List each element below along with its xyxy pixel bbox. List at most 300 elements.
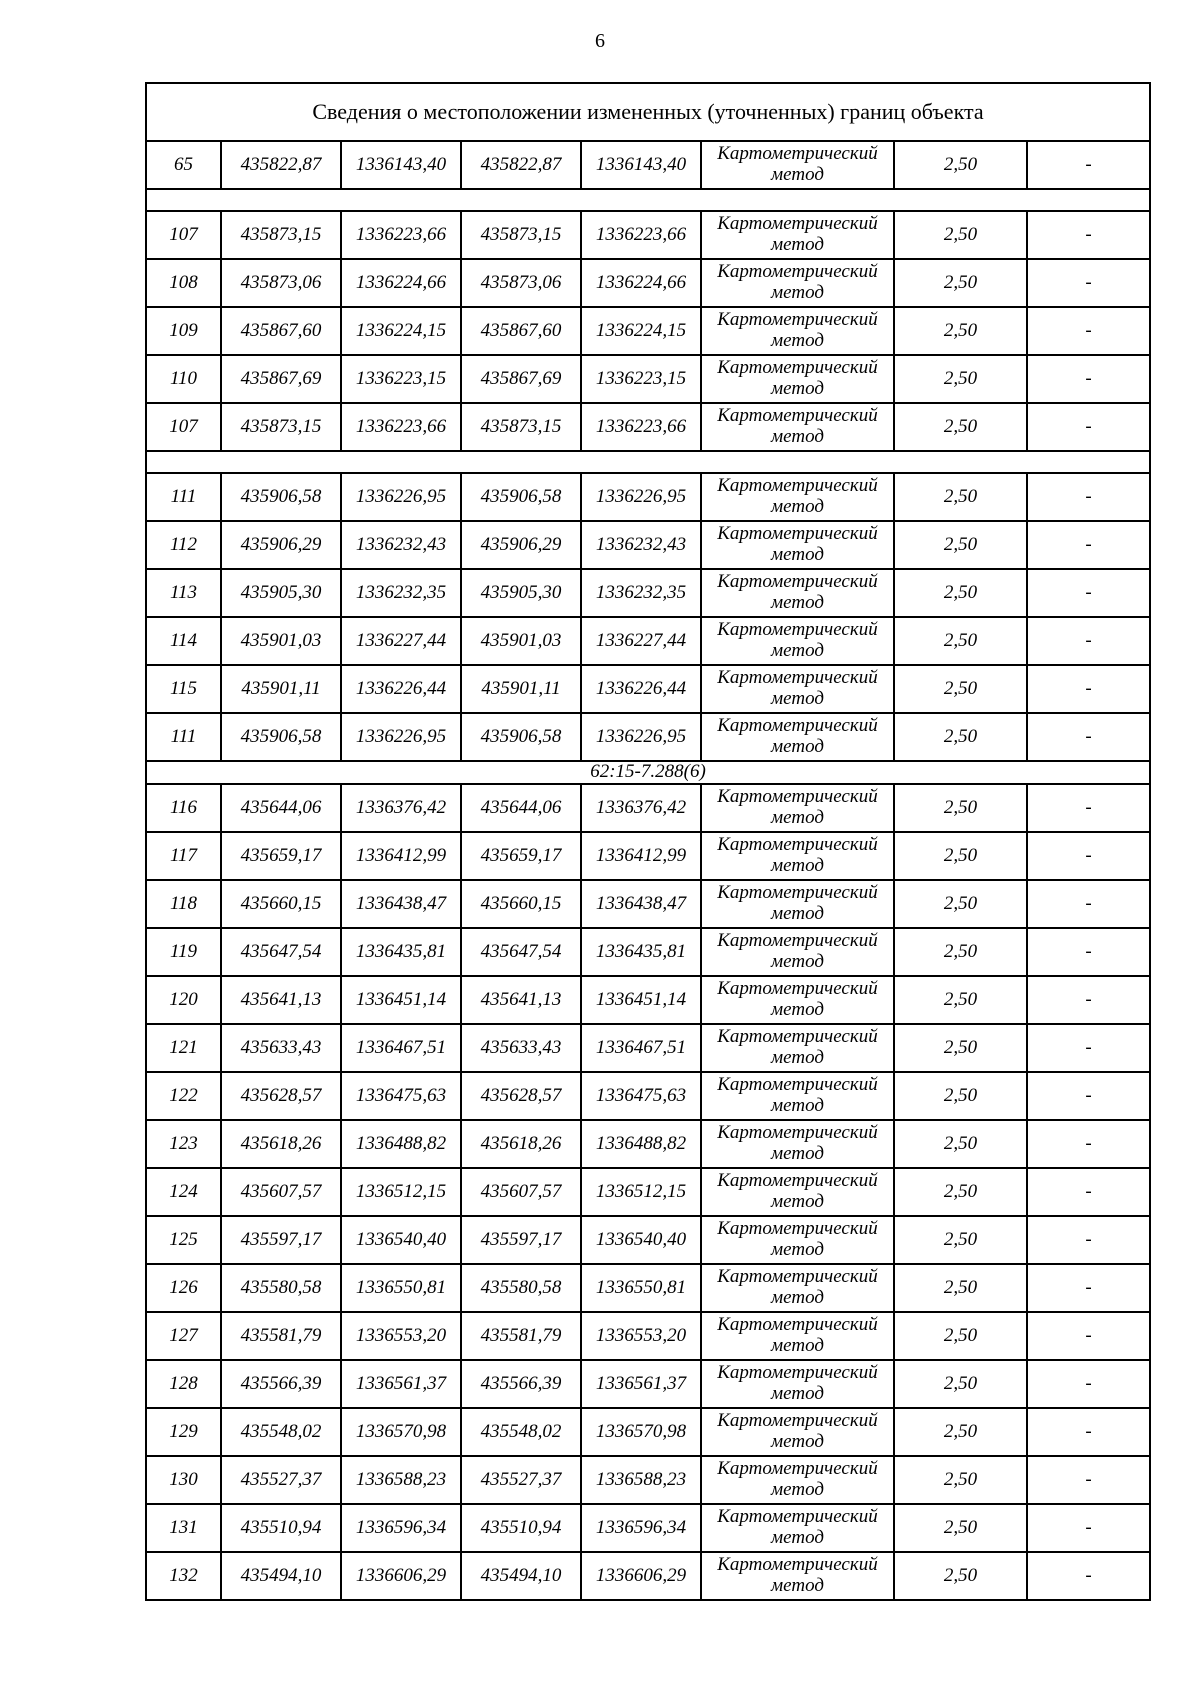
method-line2: метод	[771, 378, 824, 399]
table-title: Сведения о местоположении измененных (уточненных) границ объекта	[146, 83, 1150, 141]
table-row	[146, 1120, 1150, 1168]
accuracy-cell: 2,50	[894, 1072, 1027, 1120]
description-cell: -	[1027, 141, 1150, 189]
existing-y-cell: 1336451,14	[341, 976, 461, 1024]
new-y-cell: 1336226,95	[581, 473, 701, 521]
accuracy-cell: 2,50	[894, 1360, 1027, 1408]
method-line2: метод	[771, 688, 824, 709]
existing-x-cell: 435566,39	[221, 1360, 341, 1408]
table-row	[146, 403, 1150, 451]
table-row	[146, 355, 1150, 403]
table-row	[146, 1552, 1150, 1600]
method-line1: Картометрический	[717, 213, 878, 235]
existing-x-cell: 435867,69	[221, 355, 341, 403]
method-line2: метод	[771, 1095, 824, 1116]
point-number-cell: 110	[146, 355, 221, 403]
accuracy-cell: 2,50	[894, 1120, 1027, 1168]
existing-x-cell: 435580,58	[221, 1264, 341, 1312]
method-line1: Картометрический	[717, 143, 878, 165]
method-line1: Картометрический	[717, 1170, 878, 1192]
method-cell	[701, 784, 894, 832]
new-x-cell: 435566,39	[461, 1360, 581, 1408]
method-cell	[701, 976, 894, 1024]
method-line1: Картометрический	[717, 523, 878, 545]
existing-x-cell: 435906,58	[221, 473, 341, 521]
existing-y-cell: 1336588,23	[341, 1456, 461, 1504]
existing-y-cell: 1336224,66	[341, 259, 461, 307]
accuracy-cell: 2,50	[894, 880, 1027, 928]
description-cell: -	[1027, 617, 1150, 665]
method-line2: метод	[771, 164, 824, 185]
method-cell	[701, 713, 894, 761]
point-number-cell: 115	[146, 665, 221, 713]
new-x-cell: 435906,29	[461, 521, 581, 569]
existing-x-cell: 435548,02	[221, 1408, 341, 1456]
point-number-cell: 109	[146, 307, 221, 355]
existing-x-cell: 435510,94	[221, 1504, 341, 1552]
method-cell	[701, 1504, 894, 1552]
method-cell	[701, 1120, 894, 1168]
method-line2: метод	[771, 1287, 824, 1308]
accuracy-cell: 2,50	[894, 307, 1027, 355]
point-number-cell: 129	[146, 1408, 221, 1456]
existing-y-cell: 1336550,81	[341, 1264, 461, 1312]
method-cell	[701, 473, 894, 521]
section-separator	[146, 189, 1150, 211]
accuracy-cell: 2,50	[894, 1408, 1027, 1456]
method-line1: Картометрический	[717, 882, 878, 904]
table-row	[146, 1360, 1150, 1408]
point-number-cell: 131	[146, 1504, 221, 1552]
existing-y-cell: 1336540,40	[341, 1216, 461, 1264]
new-y-cell: 1336376,42	[581, 784, 701, 832]
method-line1: Картометрический	[717, 1122, 878, 1144]
new-y-cell: 1336512,15	[581, 1168, 701, 1216]
accuracy-cell: 2,50	[894, 141, 1027, 189]
table-row	[146, 141, 1150, 189]
existing-x-cell: 435873,06	[221, 259, 341, 307]
existing-y-cell: 1336435,81	[341, 928, 461, 976]
method-line1: Картометрический	[717, 1506, 878, 1528]
point-number-cell: 128	[146, 1360, 221, 1408]
existing-y-cell: 1336223,66	[341, 211, 461, 259]
description-cell: -	[1027, 1408, 1150, 1456]
table-row	[146, 713, 1150, 761]
point-number-cell: 117	[146, 832, 221, 880]
method-line2: метод	[771, 1191, 824, 1212]
description-cell: -	[1027, 1456, 1150, 1504]
table-row	[146, 1312, 1150, 1360]
description-cell: -	[1027, 569, 1150, 617]
table-row	[146, 1408, 1150, 1456]
existing-x-cell: 435644,06	[221, 784, 341, 832]
description-cell: -	[1027, 784, 1150, 832]
new-y-cell: 1336223,15	[581, 355, 701, 403]
new-x-cell: 435873,06	[461, 259, 581, 307]
new-y-cell: 1336435,81	[581, 928, 701, 976]
new-x-cell: 435494,10	[461, 1552, 581, 1600]
accuracy-cell: 2,50	[894, 1216, 1027, 1264]
existing-y-cell: 1336512,15	[341, 1168, 461, 1216]
description-cell: -	[1027, 713, 1150, 761]
method-line1: Картометрический	[717, 405, 878, 427]
point-number-cell: 123	[146, 1120, 221, 1168]
point-number-cell: 120	[146, 976, 221, 1024]
description-cell: -	[1027, 1120, 1150, 1168]
method-line2: метод	[771, 1479, 824, 1500]
table-row	[146, 1168, 1150, 1216]
method-cell	[701, 569, 894, 617]
existing-x-cell: 435873,15	[221, 403, 341, 451]
new-x-cell: 435906,58	[461, 473, 581, 521]
point-number-cell: 119	[146, 928, 221, 976]
accuracy-cell: 2,50	[894, 832, 1027, 880]
accuracy-cell: 2,50	[894, 569, 1027, 617]
method-line2: метод	[771, 807, 824, 828]
method-line2: метод	[771, 330, 824, 351]
new-x-cell: 435905,30	[461, 569, 581, 617]
description-cell: -	[1027, 665, 1150, 713]
point-number-cell: 132	[146, 1552, 221, 1600]
point-number-cell: 111	[146, 473, 221, 521]
method-line1: Картометрический	[717, 1362, 878, 1384]
description-cell: -	[1027, 1552, 1150, 1600]
new-x-cell: 435641,13	[461, 976, 581, 1024]
accuracy-cell: 2,50	[894, 976, 1027, 1024]
point-number-cell: 107	[146, 403, 221, 451]
accuracy-cell: 2,50	[894, 259, 1027, 307]
existing-x-cell: 435633,43	[221, 1024, 341, 1072]
method-cell	[701, 880, 894, 928]
method-line1: Картометрический	[717, 834, 878, 856]
accuracy-cell: 2,50	[894, 1264, 1027, 1312]
table-row	[146, 1216, 1150, 1264]
accuracy-cell: 2,50	[894, 665, 1027, 713]
existing-y-cell: 1336376,42	[341, 784, 461, 832]
description-cell: -	[1027, 1024, 1150, 1072]
method-line1: Картометрический	[717, 786, 878, 808]
existing-y-cell: 1336467,51	[341, 1024, 461, 1072]
new-y-cell: 1336451,14	[581, 976, 701, 1024]
table-row	[146, 880, 1150, 928]
method-line2: метод	[771, 592, 824, 613]
new-x-cell: 435580,58	[461, 1264, 581, 1312]
description-cell: -	[1027, 880, 1150, 928]
method-cell	[701, 1312, 894, 1360]
method-cell	[701, 1552, 894, 1600]
method-line2: метод	[771, 855, 824, 876]
new-x-cell: 435597,17	[461, 1216, 581, 1264]
method-line1: Картометрический	[717, 1314, 878, 1336]
existing-y-cell: 1336596,34	[341, 1504, 461, 1552]
description-cell: -	[1027, 832, 1150, 880]
existing-y-cell: 1336226,44	[341, 665, 461, 713]
table-row	[146, 832, 1150, 880]
new-x-cell: 435901,11	[461, 665, 581, 713]
method-line1: Картометрический	[717, 475, 878, 497]
existing-x-cell: 435901,11	[221, 665, 341, 713]
new-y-cell: 1336488,82	[581, 1120, 701, 1168]
new-x-cell: 435633,43	[461, 1024, 581, 1072]
existing-x-cell: 435867,60	[221, 307, 341, 355]
new-x-cell: 435906,58	[461, 713, 581, 761]
new-y-cell: 1336540,40	[581, 1216, 701, 1264]
new-x-cell: 435510,94	[461, 1504, 581, 1552]
table-row	[146, 569, 1150, 617]
method-cell	[701, 1216, 894, 1264]
existing-x-cell: 435822,87	[221, 141, 341, 189]
table-row	[146, 521, 1150, 569]
method-line2: метод	[771, 951, 824, 972]
method-line1: Картометрический	[717, 1410, 878, 1432]
method-line1: Картометрический	[717, 1554, 878, 1576]
section-label: 62:15-7.288(6)	[146, 761, 1150, 784]
method-line1: Картометрический	[717, 1266, 878, 1288]
method-line1: Картометрический	[717, 619, 878, 641]
existing-x-cell: 435659,17	[221, 832, 341, 880]
method-line2: метод	[771, 544, 824, 565]
new-x-cell: 435873,15	[461, 403, 581, 451]
new-x-cell: 435822,87	[461, 141, 581, 189]
method-cell	[701, 832, 894, 880]
method-line2: метод	[771, 1431, 824, 1452]
new-y-cell: 1336226,44	[581, 665, 701, 713]
new-x-cell: 435867,69	[461, 355, 581, 403]
accuracy-cell: 2,50	[894, 784, 1027, 832]
method-cell	[701, 617, 894, 665]
point-number-cell: 127	[146, 1312, 221, 1360]
existing-y-cell: 1336227,44	[341, 617, 461, 665]
description-cell: -	[1027, 473, 1150, 521]
description-cell: -	[1027, 259, 1150, 307]
table-row	[146, 928, 1150, 976]
point-number-cell: 112	[146, 521, 221, 569]
description-cell: -	[1027, 307, 1150, 355]
method-cell	[701, 665, 894, 713]
existing-x-cell: 435607,57	[221, 1168, 341, 1216]
method-line1: Картометрический	[717, 1074, 878, 1096]
existing-y-cell: 1336143,40	[341, 141, 461, 189]
accuracy-cell: 2,50	[894, 211, 1027, 259]
accuracy-cell: 2,50	[894, 473, 1027, 521]
method-cell	[701, 521, 894, 569]
method-line1: Картометрический	[717, 1458, 878, 1480]
new-y-cell: 1336232,43	[581, 521, 701, 569]
new-y-cell: 1336223,66	[581, 211, 701, 259]
existing-y-cell: 1336223,66	[341, 403, 461, 451]
accuracy-cell: 2,50	[894, 403, 1027, 451]
method-cell	[701, 259, 894, 307]
new-x-cell: 435660,15	[461, 880, 581, 928]
new-y-cell: 1336596,34	[581, 1504, 701, 1552]
new-x-cell: 435618,26	[461, 1120, 581, 1168]
new-y-cell: 1336553,20	[581, 1312, 701, 1360]
description-cell: -	[1027, 403, 1150, 451]
new-x-cell: 435659,17	[461, 832, 581, 880]
new-x-cell: 435628,57	[461, 1072, 581, 1120]
new-x-cell: 435873,15	[461, 211, 581, 259]
table-row	[146, 1024, 1150, 1072]
method-line1: Картометрический	[717, 1026, 878, 1048]
method-line1: Картометрический	[717, 357, 878, 379]
description-cell: -	[1027, 1072, 1150, 1120]
accuracy-cell: 2,50	[894, 617, 1027, 665]
method-line2: метод	[771, 496, 824, 517]
method-cell	[701, 1456, 894, 1504]
table-row	[146, 307, 1150, 355]
existing-y-cell: 1336232,35	[341, 569, 461, 617]
method-line2: метод	[771, 640, 824, 661]
method-cell	[701, 1360, 894, 1408]
table-row	[146, 1264, 1150, 1312]
method-cell	[701, 928, 894, 976]
existing-x-cell: 435906,58	[221, 713, 341, 761]
method-line1: Картометрический	[717, 309, 878, 331]
description-cell: -	[1027, 1360, 1150, 1408]
new-y-cell: 1336561,37	[581, 1360, 701, 1408]
existing-y-cell: 1336412,99	[341, 832, 461, 880]
new-y-cell: 1336475,63	[581, 1072, 701, 1120]
existing-x-cell: 435618,26	[221, 1120, 341, 1168]
section-separator	[146, 451, 1150, 473]
point-number-cell: 126	[146, 1264, 221, 1312]
new-x-cell: 435548,02	[461, 1408, 581, 1456]
method-line2: метод	[771, 999, 824, 1020]
method-cell	[701, 1264, 894, 1312]
new-x-cell: 435867,60	[461, 307, 581, 355]
point-number-cell: 121	[146, 1024, 221, 1072]
table-row	[146, 617, 1150, 665]
accuracy-cell: 2,50	[894, 1552, 1027, 1600]
new-y-cell: 1336143,40	[581, 141, 701, 189]
accuracy-cell: 2,50	[894, 1024, 1027, 1072]
existing-x-cell: 435901,03	[221, 617, 341, 665]
table-row	[146, 1504, 1150, 1552]
method-line2: метод	[771, 1047, 824, 1068]
existing-y-cell: 1336226,95	[341, 713, 461, 761]
description-cell: -	[1027, 1264, 1150, 1312]
point-number-cell: 116	[146, 784, 221, 832]
new-y-cell: 1336467,51	[581, 1024, 701, 1072]
method-line2: метод	[771, 1239, 824, 1260]
existing-y-cell: 1336224,15	[341, 307, 461, 355]
existing-x-cell: 435527,37	[221, 1456, 341, 1504]
description-cell: -	[1027, 1168, 1150, 1216]
method-cell	[701, 1024, 894, 1072]
existing-y-cell: 1336570,98	[341, 1408, 461, 1456]
existing-y-cell: 1336553,20	[341, 1312, 461, 1360]
accuracy-cell: 2,50	[894, 1168, 1027, 1216]
table-row	[146, 211, 1150, 259]
existing-x-cell: 435647,54	[221, 928, 341, 976]
existing-x-cell: 435494,10	[221, 1552, 341, 1600]
method-line2: метод	[771, 1527, 824, 1548]
existing-x-cell: 435581,79	[221, 1312, 341, 1360]
boundary-coordinates-table	[145, 82, 1151, 1601]
method-line2: метод	[771, 1335, 824, 1356]
method-line2: метод	[771, 1575, 824, 1596]
method-line1: Картометрический	[717, 1218, 878, 1240]
method-line2: метод	[771, 736, 824, 757]
existing-y-cell: 1336232,43	[341, 521, 461, 569]
method-line2: метод	[771, 282, 824, 303]
method-cell	[701, 403, 894, 451]
method-line2: метод	[771, 426, 824, 447]
point-number-cell: 111	[146, 713, 221, 761]
method-line1: Картометрический	[717, 571, 878, 593]
existing-x-cell: 435641,13	[221, 976, 341, 1024]
method-cell	[701, 355, 894, 403]
existing-x-cell: 435660,15	[221, 880, 341, 928]
point-number-cell: 124	[146, 1168, 221, 1216]
new-y-cell: 1336570,98	[581, 1408, 701, 1456]
method-line2: метод	[771, 1143, 824, 1164]
new-y-cell: 1336232,35	[581, 569, 701, 617]
new-y-cell: 1336606,29	[581, 1552, 701, 1600]
method-line1: Картометрический	[717, 261, 878, 283]
new-y-cell: 1336227,44	[581, 617, 701, 665]
method-cell	[701, 211, 894, 259]
table-row	[146, 976, 1150, 1024]
method-line1: Картометрический	[717, 930, 878, 952]
accuracy-cell: 2,50	[894, 1456, 1027, 1504]
existing-x-cell: 435628,57	[221, 1072, 341, 1120]
new-x-cell: 435647,54	[461, 928, 581, 976]
accuracy-cell: 2,50	[894, 1312, 1027, 1360]
description-cell: -	[1027, 521, 1150, 569]
existing-y-cell: 1336223,15	[341, 355, 461, 403]
table-row	[146, 1072, 1150, 1120]
accuracy-cell: 2,50	[894, 521, 1027, 569]
method-cell	[701, 1168, 894, 1216]
method-line1: Картометрический	[717, 978, 878, 1000]
existing-x-cell: 435905,30	[221, 569, 341, 617]
table-row	[146, 473, 1150, 521]
new-x-cell: 435607,57	[461, 1168, 581, 1216]
table-row	[146, 1456, 1150, 1504]
new-y-cell: 1336412,99	[581, 832, 701, 880]
point-number-cell: 113	[146, 569, 221, 617]
existing-y-cell: 1336561,37	[341, 1360, 461, 1408]
point-number-cell: 108	[146, 259, 221, 307]
existing-x-cell: 435597,17	[221, 1216, 341, 1264]
accuracy-cell: 2,50	[894, 1504, 1027, 1552]
point-number-cell: 130	[146, 1456, 221, 1504]
table-row	[146, 259, 1150, 307]
point-number-cell: 118	[146, 880, 221, 928]
method-line2: метод	[771, 234, 824, 255]
existing-x-cell: 435906,29	[221, 521, 341, 569]
existing-y-cell: 1336488,82	[341, 1120, 461, 1168]
point-number-cell: 107	[146, 211, 221, 259]
method-cell	[701, 1072, 894, 1120]
description-cell: -	[1027, 1504, 1150, 1552]
existing-x-cell: 435873,15	[221, 211, 341, 259]
existing-y-cell: 1336475,63	[341, 1072, 461, 1120]
point-number-cell: 65	[146, 141, 221, 189]
method-cell	[701, 141, 894, 189]
accuracy-cell: 2,50	[894, 928, 1027, 976]
method-line2: метод	[771, 1383, 824, 1404]
new-y-cell: 1336588,23	[581, 1456, 701, 1504]
point-number-cell: 125	[146, 1216, 221, 1264]
table-row	[146, 665, 1150, 713]
existing-y-cell: 1336226,95	[341, 473, 461, 521]
new-x-cell: 435644,06	[461, 784, 581, 832]
method-cell	[701, 307, 894, 355]
existing-y-cell: 1336606,29	[341, 1552, 461, 1600]
new-y-cell: 1336224,15	[581, 307, 701, 355]
